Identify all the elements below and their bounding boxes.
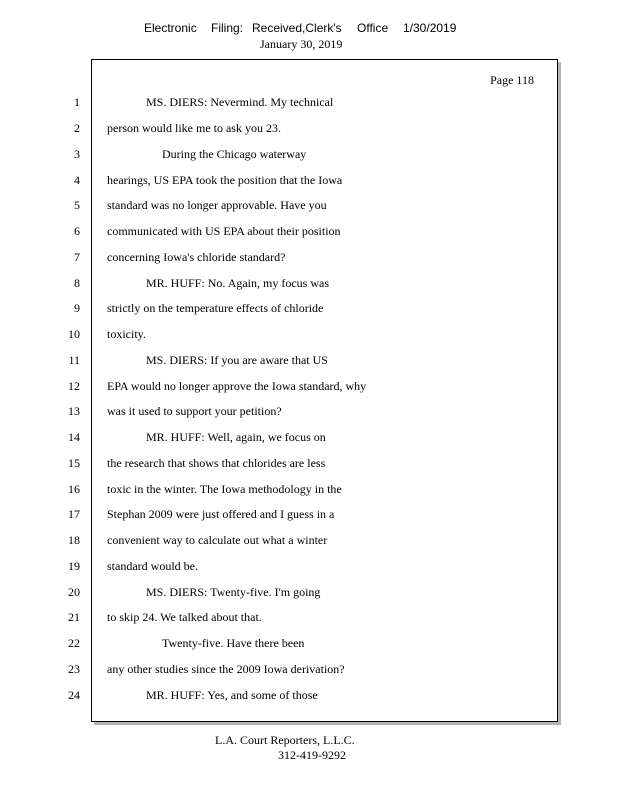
page-number: Page 118 xyxy=(490,73,534,87)
transcript-line xyxy=(0,430,618,446)
transcript-line xyxy=(0,121,618,137)
line-number: 14 xyxy=(68,430,80,444)
line-number: 17 xyxy=(68,507,80,521)
line-number: 1 xyxy=(74,95,80,109)
line-text: toxicity. xyxy=(107,327,146,341)
line-number: 16 xyxy=(68,482,80,496)
transcript-line xyxy=(0,688,618,704)
transcript-line xyxy=(0,95,618,111)
line-number: 5 xyxy=(74,198,80,212)
line-text: strictly on the temperature effects of chloride xyxy=(107,301,324,315)
transcript-line xyxy=(0,224,618,240)
line-number: 9 xyxy=(74,301,80,315)
filing-stamp-date: 1/30/2019 xyxy=(403,21,457,35)
transcript-line xyxy=(0,482,618,498)
line-number: 2 xyxy=(74,121,80,135)
line-text: communicated with US EPA about their position xyxy=(107,224,341,238)
transcript-line xyxy=(0,276,618,292)
line-text: was it used to support your petition? xyxy=(107,404,282,418)
line-text: concerning Iowa's chloride standard? xyxy=(107,250,286,264)
line-number: 23 xyxy=(68,662,80,676)
filing-stamp-word: Received,Clerk's xyxy=(252,21,342,35)
line-number: 8 xyxy=(74,276,80,290)
transcript-line xyxy=(0,327,618,343)
line-number: 24 xyxy=(68,688,80,702)
line-text: to skip 24. We talked about that. xyxy=(107,610,262,624)
line-text: Stephan 2009 were just offered and I guess in a xyxy=(107,507,335,521)
transcript-date: January 30, 2019 xyxy=(260,37,343,51)
transcript-line xyxy=(0,404,618,420)
transcript-line xyxy=(0,507,618,523)
transcript-line xyxy=(0,456,618,472)
transcript-line xyxy=(0,585,618,601)
transcript-line xyxy=(0,301,618,317)
filing-stamp-word: Filing: xyxy=(211,21,244,35)
filing-header xyxy=(0,21,618,55)
line-text: any other studies since the 2009 Iowa derivation? xyxy=(107,662,345,676)
transcript-line xyxy=(0,559,618,575)
filing-stamp-word: Office xyxy=(357,21,389,35)
line-text: convenient way to calculate out what a winter xyxy=(107,533,328,547)
line-number: 20 xyxy=(68,585,80,599)
transcript-line xyxy=(0,636,618,652)
line-number: 13 xyxy=(68,404,80,418)
line-number: 4 xyxy=(74,173,80,187)
line-text: MS. DIERS: Nevermind. My technical xyxy=(146,95,334,109)
transcript-line xyxy=(0,610,618,626)
line-number: 10 xyxy=(68,327,80,341)
transcript-line xyxy=(0,353,618,369)
line-text: MR. HUFF: Yes, and some of those xyxy=(146,688,318,702)
line-number: 22 xyxy=(68,636,80,650)
line-number: 7 xyxy=(74,250,80,264)
line-number: 11 xyxy=(68,353,80,367)
transcript-line xyxy=(0,250,618,266)
line-number: 3 xyxy=(74,147,80,161)
line-number: 18 xyxy=(68,533,80,547)
line-text: standard would be. xyxy=(107,559,198,573)
line-number: 21 xyxy=(68,610,80,624)
line-text: MS. DIERS: If you are aware that US xyxy=(146,353,328,367)
line-text: EPA would no longer approve the Iowa standard, why xyxy=(107,379,367,393)
transcript-line xyxy=(0,662,618,678)
line-text: toxic in the winter. The Iowa methodology in the xyxy=(107,482,342,496)
transcript-line xyxy=(0,379,618,395)
transcript-line xyxy=(0,198,618,214)
line-text: During the Chicago waterway xyxy=(162,147,307,161)
line-number: 12 xyxy=(68,379,80,393)
transcript-line xyxy=(0,173,618,189)
line-text: MR. HUFF: No. Again, my focus was xyxy=(146,276,330,290)
line-text: standard was no longer approvable. Have you xyxy=(107,198,327,212)
line-number: 15 xyxy=(68,456,80,470)
line-text: Twenty-five. Have there been xyxy=(162,636,305,650)
line-text: hearings, US EPA took the position that the Iowa xyxy=(107,173,343,187)
court-reporter-phone: 312-419-9292 xyxy=(278,748,346,762)
line-number: 6 xyxy=(74,224,80,238)
transcript-line xyxy=(0,533,618,549)
line-text: person would like me to ask you 23. xyxy=(107,121,281,135)
court-reporter-name: L.A. Court Reporters, L.L.C. xyxy=(215,733,355,747)
line-text: MR. HUFF: Well, again, we focus on xyxy=(146,430,326,444)
filing-stamp-word: Electronic xyxy=(144,21,197,35)
line-number: 19 xyxy=(68,559,80,573)
transcript-line xyxy=(0,147,618,163)
line-text: the research that shows that chlorides are less xyxy=(107,456,326,470)
line-text: MS. DIERS: Twenty-five. I'm going xyxy=(146,585,321,599)
